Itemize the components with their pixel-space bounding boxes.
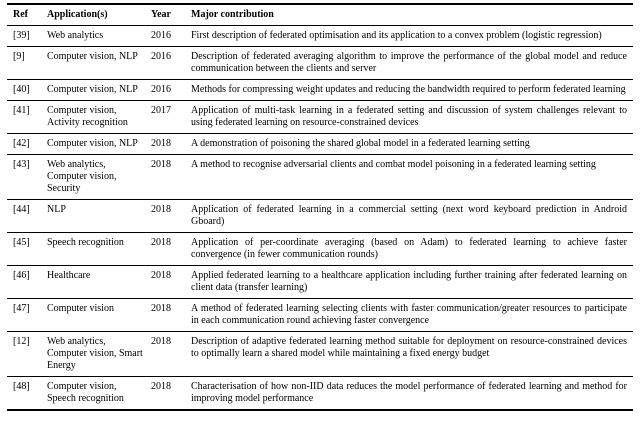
year-cell: 2018: [151, 303, 171, 314]
ref-cell: [9]: [13, 51, 25, 62]
year-cell: 2018: [151, 270, 171, 281]
header-row: [7, 4, 633, 26]
year-cell: 2018: [151, 159, 171, 170]
applications-cell: Computer vision: [47, 303, 114, 314]
table-row: [7, 332, 633, 377]
contribution-cell: A method of federated learning selecting clients with faster communication/greater resources to participate in each communication round achieving faster convergence: [191, 303, 627, 326]
table-body: [7, 26, 633, 411]
contribution-cell: Application of per-coordinate averaging (based on Adam) to federated learning to achieve faster convergence (in fewer communication rounds): [191, 237, 627, 260]
applications-cell: Computer vision, NLP: [47, 138, 138, 149]
contribution-cell: First description of federated optimisation and its application to a convex problem (logistic regression): [191, 30, 602, 41]
ref-cell: [45]: [13, 237, 30, 248]
applications-cell: Web analytics, Computer vision, Security: [47, 159, 117, 194]
table-row: [7, 26, 633, 47]
contribution-cell: Methods for compressing weight updates and reducing the bandwidth required to perform federated learning: [191, 84, 626, 95]
table-row: [7, 134, 633, 155]
ref-cell: [44]: [13, 204, 30, 215]
contribution-cell: A demonstration of poisoning the shared global model in a federated learning setting: [191, 138, 530, 149]
year-cell: 2016: [151, 51, 171, 62]
table-row: [7, 101, 633, 134]
year-cell: 2018: [151, 237, 171, 248]
ref-cell: [43]: [13, 159, 30, 170]
header-applications: Application(s): [47, 9, 108, 20]
table-row: [7, 266, 633, 299]
contribution-cell: A method to recognise adversarial clients and combat model poisoning in a federated learning setting: [191, 159, 596, 170]
year-cell: 2016: [151, 30, 171, 41]
table-row: [7, 155, 633, 200]
applications-cell: Web analytics: [47, 30, 104, 41]
ref-cell: [12]: [13, 336, 30, 347]
year-cell: 2018: [151, 336, 171, 347]
year-cell: 2018: [151, 138, 171, 149]
header-year: Year: [151, 9, 171, 20]
table-row: [7, 233, 633, 266]
applications-cell: Healthcare: [47, 270, 91, 281]
table-row: [7, 47, 633, 80]
contribution-cell: Application of multi-task learning in a federated setting and discussion of system challenges relevant to using federated learning on resource-constrained devices: [191, 105, 627, 128]
federated-learning-literature-table: [7, 3, 633, 411]
year-cell: 2018: [151, 381, 171, 392]
ref-cell: [42]: [13, 138, 30, 149]
table-row: [7, 80, 633, 101]
table-row: [7, 377, 633, 411]
contribution-cell: Application of federated learning in a commercial setting (next word keyboard prediction in Android Gboard): [191, 204, 627, 227]
contribution-cell: Characterisation of how non-IID data reduces the model performance of federated learning and method for improving model performance: [191, 381, 627, 404]
ref-cell: [47]: [13, 303, 30, 314]
applications-cell: Web analytics, Computer vision, Smart Energy: [47, 336, 143, 371]
year-cell: 2017: [151, 105, 171, 116]
contribution-cell: Applied federated learning to a healthcare application including further training after federated learning on client data (transfer learning): [191, 270, 627, 293]
table-row: [7, 200, 633, 233]
applications-cell: Computer vision, Activity recognition: [47, 105, 128, 128]
ref-cell: [48]: [13, 381, 30, 392]
table-row: [7, 299, 633, 332]
applications-cell: Speech recognition: [47, 237, 124, 248]
contribution-cell: Description of federated averaging algorithm to improve the performance of the global model and reduce communication between the clients and server: [191, 51, 627, 74]
ref-cell: [39]: [13, 30, 30, 41]
applications-cell: Computer vision, NLP: [47, 84, 138, 95]
header-ref: Ref: [13, 9, 28, 20]
year-cell: 2018: [151, 204, 171, 215]
applications-cell: Computer vision, Speech recognition: [47, 381, 124, 404]
ref-cell: [46]: [13, 270, 30, 281]
year-cell: 2016: [151, 84, 171, 95]
ref-cell: [41]: [13, 105, 30, 116]
applications-cell: NLP: [47, 204, 66, 215]
ref-cell: [40]: [13, 84, 30, 95]
table-head: [7, 4, 633, 26]
contribution-cell: Description of adaptive federated learning method suitable for deployment on resource-constrained devices to optimally learn a shared model while maintaining a fixed energy budget: [191, 336, 627, 359]
header-contribution: Major contribution: [191, 9, 274, 20]
applications-cell: Computer vision, NLP: [47, 51, 138, 62]
